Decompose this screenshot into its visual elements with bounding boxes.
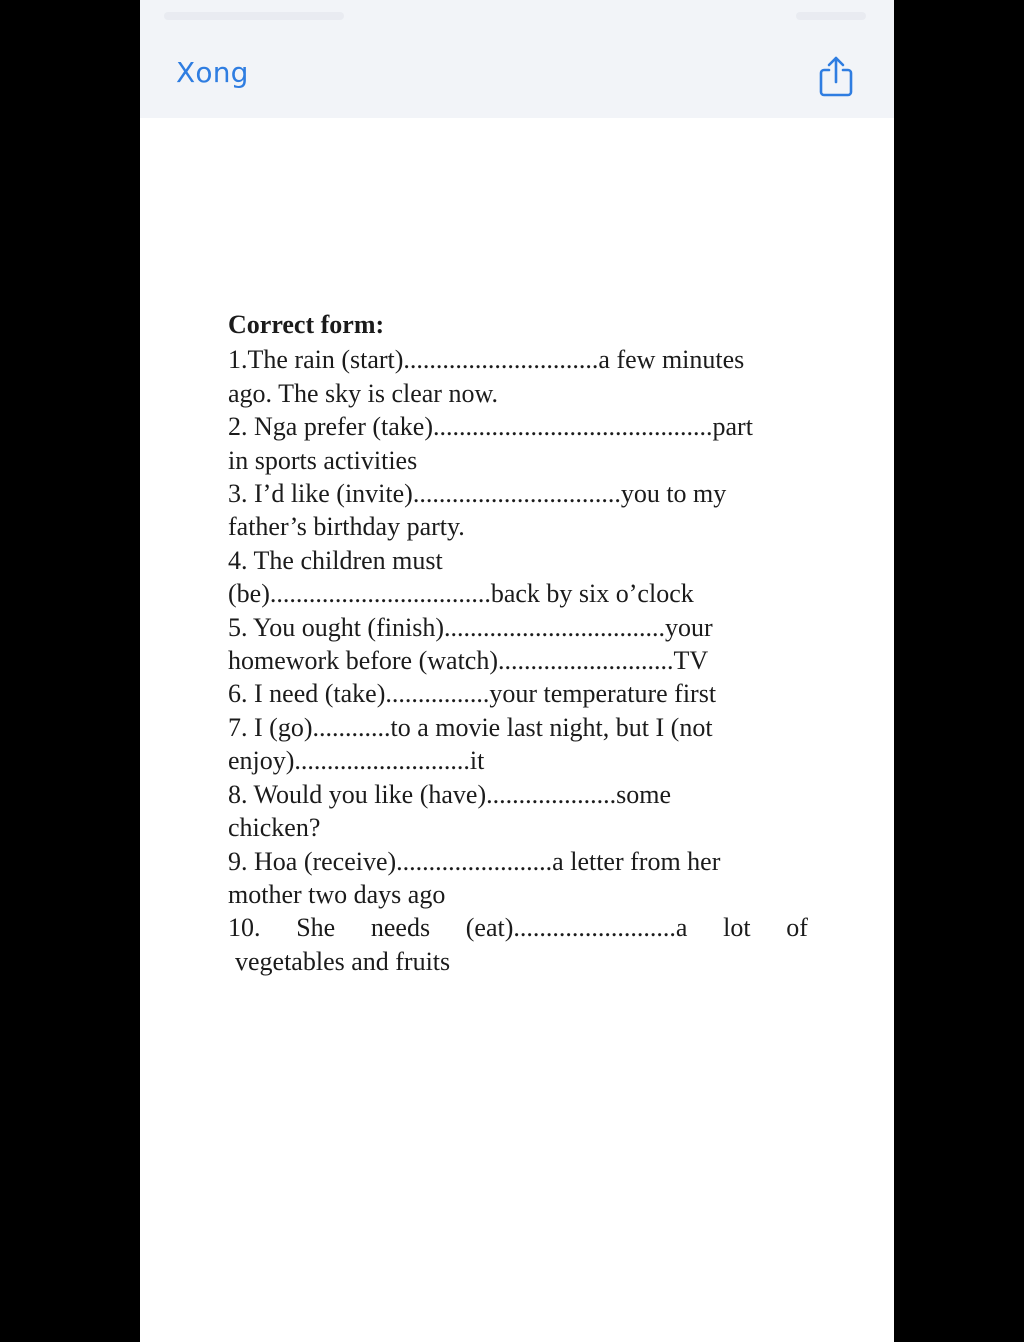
document-word: lot bbox=[723, 913, 751, 943]
status-bar-right bbox=[796, 12, 866, 20]
document-line: 7. I (go)............to a movie last night, but I (not bbox=[228, 712, 713, 742]
document-word: She bbox=[296, 913, 336, 943]
status-bar-left bbox=[164, 12, 344, 20]
document-line: 5. You ought (finish)..................................your bbox=[228, 612, 713, 642]
document-line: 3. I’d like (invite)................................you to my bbox=[228, 479, 727, 509]
document-line: enjoy)...........................it bbox=[228, 746, 485, 776]
document-line: (be)..................................back by six o’clock bbox=[228, 579, 694, 609]
share-icon bbox=[816, 54, 856, 100]
status-bar bbox=[140, 0, 894, 34]
document-line: 4. The children must bbox=[228, 545, 443, 575]
document-line: chicken? bbox=[228, 813, 321, 843]
document-line: mother two days ago bbox=[228, 879, 446, 909]
document-word: 10. bbox=[228, 913, 261, 943]
document-word: (eat).........................a bbox=[465, 913, 688, 943]
share-button[interactable] bbox=[816, 54, 856, 100]
document-line: father’s birthday party. bbox=[228, 512, 465, 542]
document-content bbox=[228, 308, 818, 978]
document-line: 9. Hoa (receive)........................a letter from her bbox=[228, 846, 721, 876]
document-heading: Correct form: bbox=[228, 310, 385, 339]
document-line: vegetables and fruits bbox=[235, 946, 451, 976]
done-button[interactable]: Xong bbox=[176, 56, 249, 89]
document-word: of bbox=[786, 913, 808, 943]
document-line: 6. I need (take)................your temperature first bbox=[228, 679, 717, 709]
document-line-justified bbox=[228, 911, 808, 944]
document-line: in sports activities bbox=[228, 445, 418, 475]
document-viewer bbox=[140, 0, 894, 1342]
document-line: 8. Would you like (have)....................some bbox=[228, 779, 671, 809]
navigation-bar bbox=[140, 0, 894, 118]
document-word: needs bbox=[370, 913, 431, 943]
document-line: 1.The rain (start)..............................a few minutes bbox=[228, 345, 745, 375]
document-line: 2. Nga prefer (take)...........................................part bbox=[228, 412, 753, 442]
document-line: ago. The sky is clear now. bbox=[228, 378, 499, 408]
document-line: homework before (watch)...........................TV bbox=[228, 646, 709, 676]
